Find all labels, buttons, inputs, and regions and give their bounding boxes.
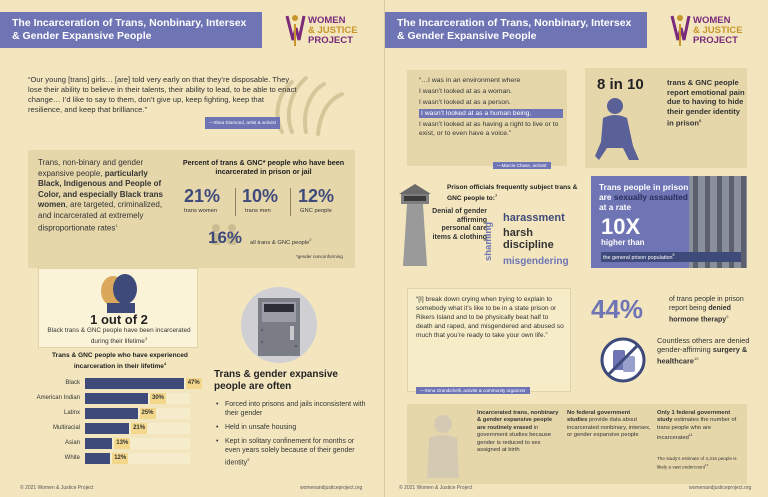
footer-url: womenandjusticeproject.org xyxy=(300,485,363,491)
one-of-two-value: 1 out of 2 xyxy=(90,312,148,327)
logo-right: WOMEN & JUSTICE PROJECT xyxy=(669,12,764,52)
bar-track xyxy=(85,378,200,389)
quote-marcie-attribution: —Marcie Chase, activist xyxy=(493,162,551,169)
bar-category-label: Latinx xyxy=(63,410,80,416)
shaming-label: shaming xyxy=(483,221,495,262)
quote-line: I wasn’t looked at as a person. xyxy=(419,99,511,106)
faces-icon xyxy=(91,271,147,313)
quote-xena-attribution: —Xena Grandichelli, activist & community organizer xyxy=(416,387,530,394)
erasure-card xyxy=(407,404,747,484)
often-list-item: • Held in unsafe housing xyxy=(216,423,366,432)
quote-xena: “[I] break down crying when trying to explain to somebody what it’s like to be in a state prison or Rikers Island and to be physically beat half to death and raped, and misgendered and abused so much that you’re ready to take your own life.” xyxy=(416,296,564,339)
bar xyxy=(85,438,112,449)
quote-line: I wasn’t looked at as having a right to live or to exist, or to even have a voice.” xyxy=(419,121,559,137)
hormone-text: of trans people in prison report being denied hormone therapy$^9$ xyxy=(669,296,744,324)
harsh-discipline-label: harsh discipline xyxy=(503,227,554,251)
right-page xyxy=(384,0,768,497)
countless-text: Countless others are denied gender-affirming surgery & healthcare$^{10}$ xyxy=(657,336,750,366)
bar xyxy=(85,408,138,419)
bars-heading: Trans & GNC people who have experienced incarceration in their lifetime$^4$ xyxy=(52,352,188,371)
bar xyxy=(85,453,110,464)
quote-shea xyxy=(28,75,300,129)
assault-higher: higher than xyxy=(601,238,645,247)
quote-attribution: —Shea Diamond, artist & activist xyxy=(205,117,280,129)
stats-card: Trans, non-binary and gender expansive people, particularly Black, Indigenous and People of Color, and especially Black trans women, are targeted, criminalized, and incarcerated at extremely disproportionate rates$^1$ Percent of trans & GNC* people who have been incarcerated in prison or jail 21% trans women 10% trans men 12% GNC people 16% all trans & GNC people$^2$ *gender nonconforming xyxy=(28,150,355,268)
assault-text: Trans people in prison are sexually assaulted at a rate xyxy=(599,182,689,212)
eight-in-ten-text: trans & GNC people report emotional pain due to having to hide their gender identity in prison$^6$ xyxy=(667,78,745,128)
footer-copyright: © 2021 Women & Justice Project xyxy=(20,485,94,491)
often-list xyxy=(216,400,366,472)
logo-line3: PROJECT xyxy=(308,35,353,46)
bar-row xyxy=(28,408,203,419)
denial-text: Denial of gender affirming personal care items & clothing xyxy=(432,208,487,241)
one-federal-note: The study’s estimate of 4,316 people is likely a vast undercount$^{12}$ xyxy=(657,456,737,470)
logo-line1: WOMEN xyxy=(308,15,346,26)
bar-value-label: 25% xyxy=(140,408,156,419)
one-of-two-card xyxy=(38,268,198,348)
hormone-percent: 44% xyxy=(591,294,644,324)
bar-value-label: 30% xyxy=(150,393,166,404)
quote-xena-card xyxy=(407,288,571,392)
quote-line: “…I was in an environment where xyxy=(419,77,521,84)
bar xyxy=(85,378,184,389)
logo-figure-icon xyxy=(669,12,691,48)
footer-url-right: womenandjusticeproject.org xyxy=(689,485,752,491)
assault-card xyxy=(591,176,747,268)
bar-value-label: 21% xyxy=(131,423,147,434)
bar xyxy=(85,393,148,404)
bar-value-label: 47% xyxy=(186,378,202,389)
page-title: The Incarceration of Trans, Nonbinary, Intersex & Gender Expansive People xyxy=(0,12,262,48)
eight-in-ten-card xyxy=(585,68,747,168)
bar-row xyxy=(28,393,203,404)
bar-value-label: 12% xyxy=(112,453,128,464)
erased-figure-icon xyxy=(413,412,473,480)
misgendering-label: misgendering xyxy=(503,256,569,267)
no-federal-text: No federal government studies provide data about incarcerated nonbinary, intersex, or gender expansive people xyxy=(567,410,651,439)
harassment-label: harassment xyxy=(503,212,565,224)
erased-text: Incarcerated trans, nonbinary & gender expansive people are routinely erased in government studies because gender is reduced to sex assigned at birth xyxy=(477,410,559,454)
quote-line: I wasn’t looked at as a woman. xyxy=(419,88,512,95)
intro-text: Trans, non-binary and gender expansive people, particularly Black, Indigenous and People of Color, and especially Black trans women, are targeted, criminalized, and incarcerated at extremely disproportionate rates$^1$ xyxy=(38,158,163,233)
eight-in-ten-value: 8 in 10 xyxy=(597,76,644,93)
bar-row xyxy=(28,423,203,434)
bar-track xyxy=(85,423,190,434)
bar-category-label: American Indian xyxy=(36,395,80,401)
often-list-item: • Forced into prisons and jails inconsistent with their gender xyxy=(216,400,366,418)
gnc-footnote: *gender nonconforming xyxy=(296,254,343,259)
often-heading: Trans & gender expansive people are often xyxy=(214,369,338,392)
bar-value-label: 13% xyxy=(114,438,130,449)
logo-line2: & JUSTICE xyxy=(308,25,358,36)
logo xyxy=(284,12,379,52)
incarceration-bar-chart xyxy=(28,378,208,470)
bar-track xyxy=(85,438,190,449)
assault-multiplier: 10X xyxy=(601,214,641,239)
bar-track xyxy=(85,453,190,464)
assault-population: the general prison population$^8$ xyxy=(601,252,741,262)
bar-category-label: Asian xyxy=(64,440,80,446)
no-pills-icon xyxy=(599,336,647,384)
bar-category-label: Multiracial xyxy=(52,425,80,431)
bar-row xyxy=(28,453,203,464)
bar-category-label: White xyxy=(64,455,80,461)
bar-track xyxy=(85,408,190,419)
one-federal-text: Only 1 federal government study estimates the number of trans people who are incarcerated$^{11}$ xyxy=(657,410,737,442)
one-of-two-text: Black trans & GNC people have been incarcerated during their lifetime$^3$ xyxy=(47,327,191,346)
cell-door-icon xyxy=(240,286,318,364)
bar-category-label: Black xyxy=(65,380,80,386)
quote-line: I wasn’t looked at as a human being. xyxy=(419,109,563,118)
bar-track xyxy=(85,393,190,404)
footer-copyright-right: © 2021 Women & Justice Project xyxy=(399,485,473,491)
sitting-person-icon xyxy=(593,96,645,164)
bar xyxy=(85,423,129,434)
page-title-right: The Incarceration of Trans, Nonbinary, Intersex & Gender Expansive People xyxy=(385,12,647,48)
quote-marcie xyxy=(419,76,563,140)
logo-figure-icon xyxy=(284,12,306,48)
quote-marcie-card xyxy=(407,70,567,166)
quote-text: “Our young [trans] girls… [are] told very early on that they’re disposable. They lose their ability to believe in their talents, their ability to lead, to be able to enact change… I’d like to say to them, don’t give up, keep fighting, keep that resilience, and keep that brilliance.” xyxy=(28,75,297,114)
officials-heading: Prison officials frequently subject trans & GNC people to:$^7$ xyxy=(447,184,578,203)
often-list-item: • Kept in solitary confinement for months or even years solely because of their gender identity$^5$ xyxy=(216,437,366,467)
bar-row xyxy=(28,438,203,449)
stats-heading: Percent of trans & GNC* people who have been incarcerated in prison or jail xyxy=(182,158,345,176)
bar-row xyxy=(28,378,203,389)
